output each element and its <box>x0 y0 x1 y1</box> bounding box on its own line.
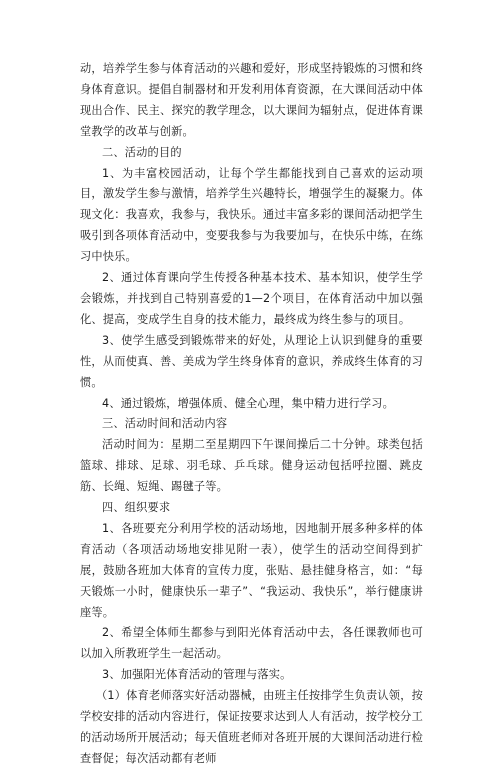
paragraph-requirement-2: 2、希望全体师生都参与到阳光体育活动中去，各任课教师也可以加入所教班学生一起活动。 <box>80 626 423 661</box>
section-heading-time-content: 三、活动时间和活动内容 <box>102 417 228 431</box>
paragraph-time-content: 活动时间为：星期二至星期四下午课间操后二十分钟。球类包括篮球、排球、足球、羽毛球、乒乓球。健身运动包括呼拉圈、跳皮筋、长绳、短绳、踢毽子等。 <box>80 438 423 494</box>
paragraph-continuation: 动，培养学生参与体育活动的兴趣和爱好，形成坚持锻炼的习惯和终身体育意识。提倡自制器材和开发利用体育资源，在大课间活动中体现出合作、民主、探究的教学理念，以大课间为辐射点，促进体育课堂教学的改革与创新。 <box>80 62 423 138</box>
section-heading-purpose: 二、活动的目的 <box>102 145 182 159</box>
document-body <box>80 59 423 770</box>
section-heading-requirements: 四、组织要求 <box>102 501 171 515</box>
paragraph-purpose-3: 3、使学生感受到锻炼带来的好处，从理论上认识到健身的重要性，从而使真、善、美成为学生终身体育的意识，养成终生体育的习惯。 <box>80 333 423 389</box>
paragraph-requirement-3: 3、加强阳光体育活动的管理与落实。 <box>102 668 292 682</box>
paragraph-requirement-3-1: （1）体育老师落实好活动器械，由班主任按排学生负责认领，按学校安排的活动内容进行，保证按要求达到人人有活动，按学校分工的活动场所开展活动；每天值班老师对各班开展的大课间活动进行检查督促；每次活动都有老师 <box>80 689 423 765</box>
paragraph-purpose-1: 1、为丰富校园活动，让每个学生都能找到自己喜欢的运动项目，激发学生参与激情，培养学生兴趣特长，增强学生的凝聚力。体现文化：我喜欢，我参与，我快乐。通过丰富多彩的课间活动把学生吸引到各项体育活动中，变要我参与为我要加与，在快乐中练，在练习中快乐。 <box>80 166 423 264</box>
paragraph-purpose-4: 4、通过锻炼，增强体质、健全心理，集中精力进行学习。 <box>102 396 395 410</box>
paragraph-purpose-2: 2、通过体育课向学生传授各种基本技术、基本知识，使学生学会锻炼，并找到自己特别喜爱的1—2个项目，在体育活动中加以强化、提高，变成学生自身的技术能力，最终成为终生参与的项目。 <box>80 271 423 326</box>
paragraph-requirement-1: 1、各班要充分利用学校的活动场地，因地制开展多种多样的体育活动（各项活动场地安排见附一表），使学生的活动空间得到扩展，鼓励各班加大体育的宣传力度，张贴、悬挂健身格言，如：“每天锻炼一小时，健康快乐一辈子”、“我运动、我快乐”，举行健康讲座等。 <box>80 521 423 619</box>
